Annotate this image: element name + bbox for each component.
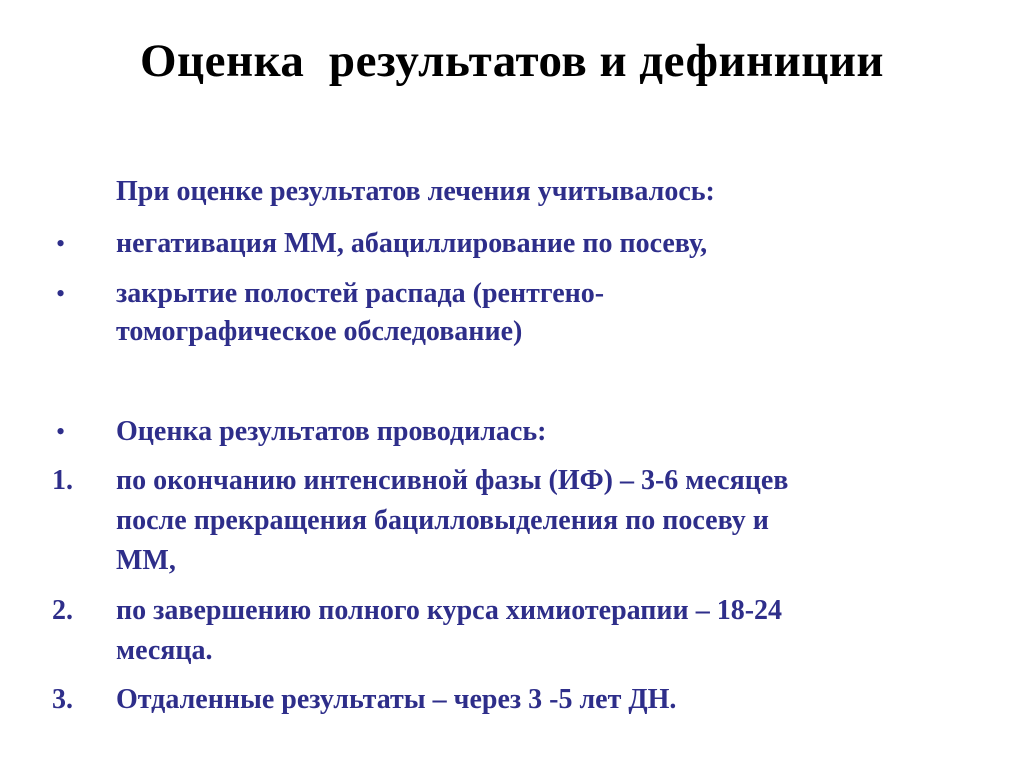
numbered-item: по завершению полного курса химиотерапии – 18-24 <box>116 595 783 626</box>
list-number: 2. <box>52 595 73 626</box>
criterion-item: негативация ММ, абациллирование по посеву, <box>116 228 708 259</box>
slide-title: Оценка результатов и дефиниции <box>139 35 885 87</box>
criterion-item: закрытие полостей распада (рентгено- <box>116 278 605 309</box>
bullet-marker: • <box>56 279 66 308</box>
numbered-item-continuation: ММ, <box>116 545 176 576</box>
numbered-item-continuation: после прекращения бацилловыделения по посеву и <box>116 505 769 536</box>
criterion-item-continuation: томографическое обследование) <box>116 316 523 347</box>
bullet-marker: • <box>56 417 66 446</box>
list-number: 3. <box>52 684 73 715</box>
intro-text: При оценке результатов лечения учитывалось: <box>116 176 715 207</box>
list-number: 1. <box>52 465 73 496</box>
bullet-marker: • <box>56 229 66 258</box>
numbered-item: Отдаленные результаты – через 3 -5 лет ДН. <box>116 684 677 715</box>
assessment-heading: Оценка результатов проводилась: <box>116 416 547 447</box>
numbered-item-continuation: месяца. <box>116 635 213 666</box>
numbered-item: по окончанию интенсивной фазы (ИФ) – 3-6 месяцев <box>116 465 789 496</box>
